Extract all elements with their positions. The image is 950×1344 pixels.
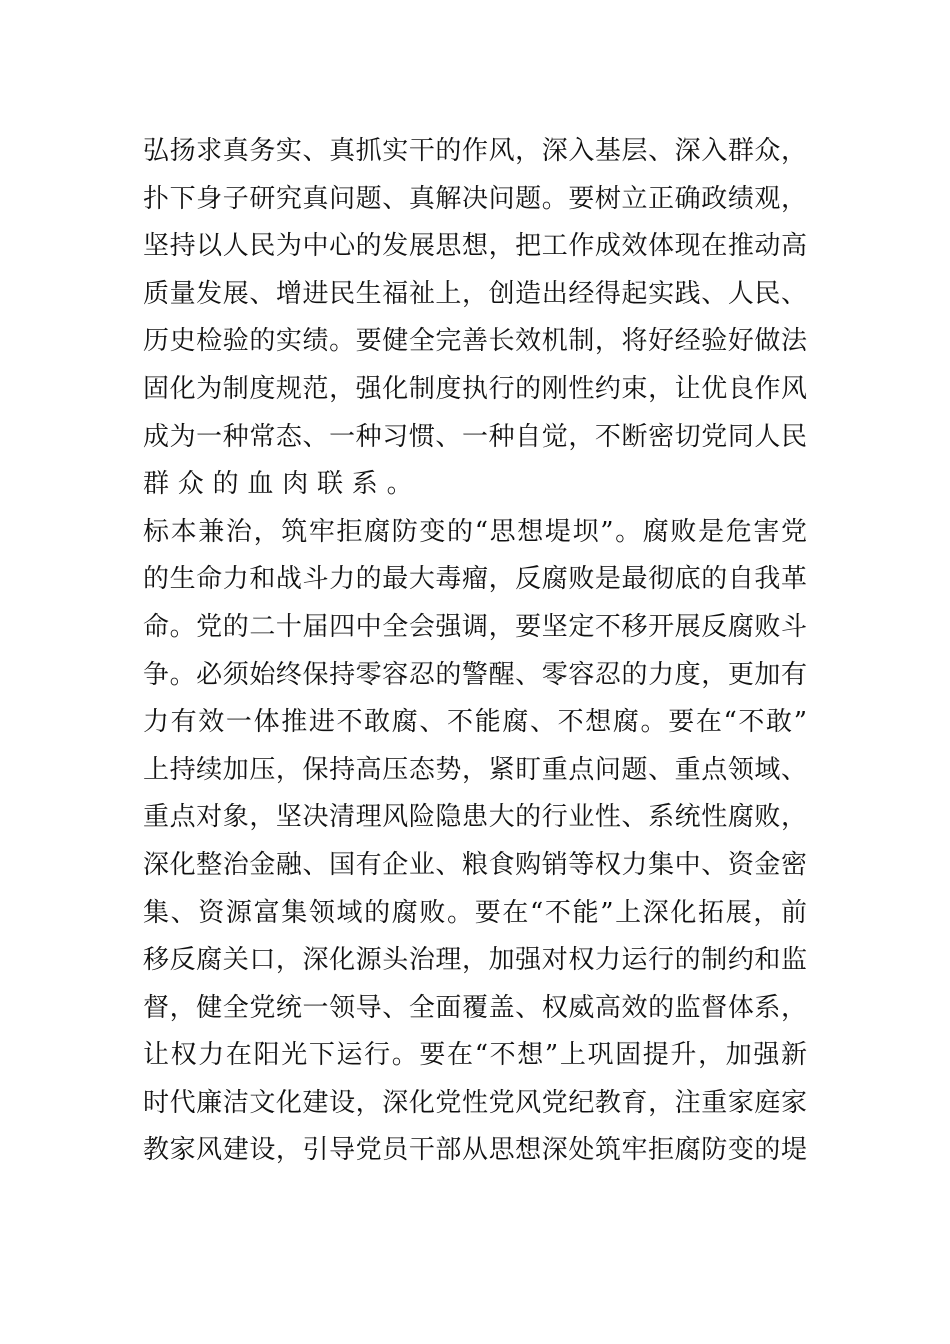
text-line: 教家风建设，引导党员干部从思想深处筑牢拒腐防变的堤 (143, 1135, 807, 1166)
text-line: 扑下身子研究真问题、真解决问题。要树立正确政绩观， (143, 183, 807, 214)
text-line: 移反腐关口，深化源头治理，加强对权力运行的制约和监 (143, 945, 807, 976)
paragraph (143, 509, 807, 1175)
text-line: 督，健全党统一领导、全面覆盖、权威高效的监督体系， (143, 992, 807, 1023)
paragraph (143, 128, 807, 509)
document-body (143, 128, 807, 1175)
text-line: 的生命力和战斗力的最大毒瘤，反腐败是最彻底的自我革 (143, 564, 807, 595)
text-line: 标本兼治，筑牢拒腐防变的“思想堤坝”。腐败是危害党 (143, 516, 807, 547)
text-line: 弘扬求真务实、真抓实干的作风，深入基层、深入群众， (143, 136, 807, 166)
text-line: 争。必须始终保持零容忍的警醒、零容忍的力度，更加有 (143, 659, 807, 690)
text-line: 力有效一体推进不敢腐、不能腐、不想腐。要在“不敢” (143, 707, 807, 738)
text-line: 历史检验的实绩。要健全完善长效机制，将好经验好做法 (143, 326, 807, 357)
text-line: 上持续加压，保持高压态势，紧盯重点问题、重点领域、 (143, 754, 807, 785)
text-line: 深化整治金融、国有企业、粮食购销等权力集中、资金密 (143, 849, 807, 880)
text-line: 集、资源富集领域的腐败。要在“不能”上深化拓展，前 (143, 897, 807, 928)
text-line: 群众的血肉联系。 (143, 469, 422, 500)
text-line: 重点对象，坚决清理风险隐患大的行业性、系统性腐败， (143, 802, 807, 833)
text-line: 坚持以人民为中心的发展思想，把工作成效体现在推动高 (143, 231, 807, 262)
text-line: 固化为制度规范，强化制度执行的刚性约束，让优良作风 (143, 373, 807, 404)
text-line: 命。党的二十届四中全会强调，要坚定不移开展反腐败斗 (143, 611, 807, 642)
text-line: 时代廉洁文化建设，深化党性党风党纪教育，注重家庭家 (143, 1087, 807, 1118)
text-line: 让权力在阳光下运行。要在“不想”上巩固提升，加强新 (143, 1040, 807, 1071)
text-line: 成为一种常态、一种习惯、一种自觉，不断密切党同人民 (143, 421, 807, 452)
text-line: 质量发展、增进民生福祉上，创造出经得起实践、人民、 (143, 278, 807, 309)
